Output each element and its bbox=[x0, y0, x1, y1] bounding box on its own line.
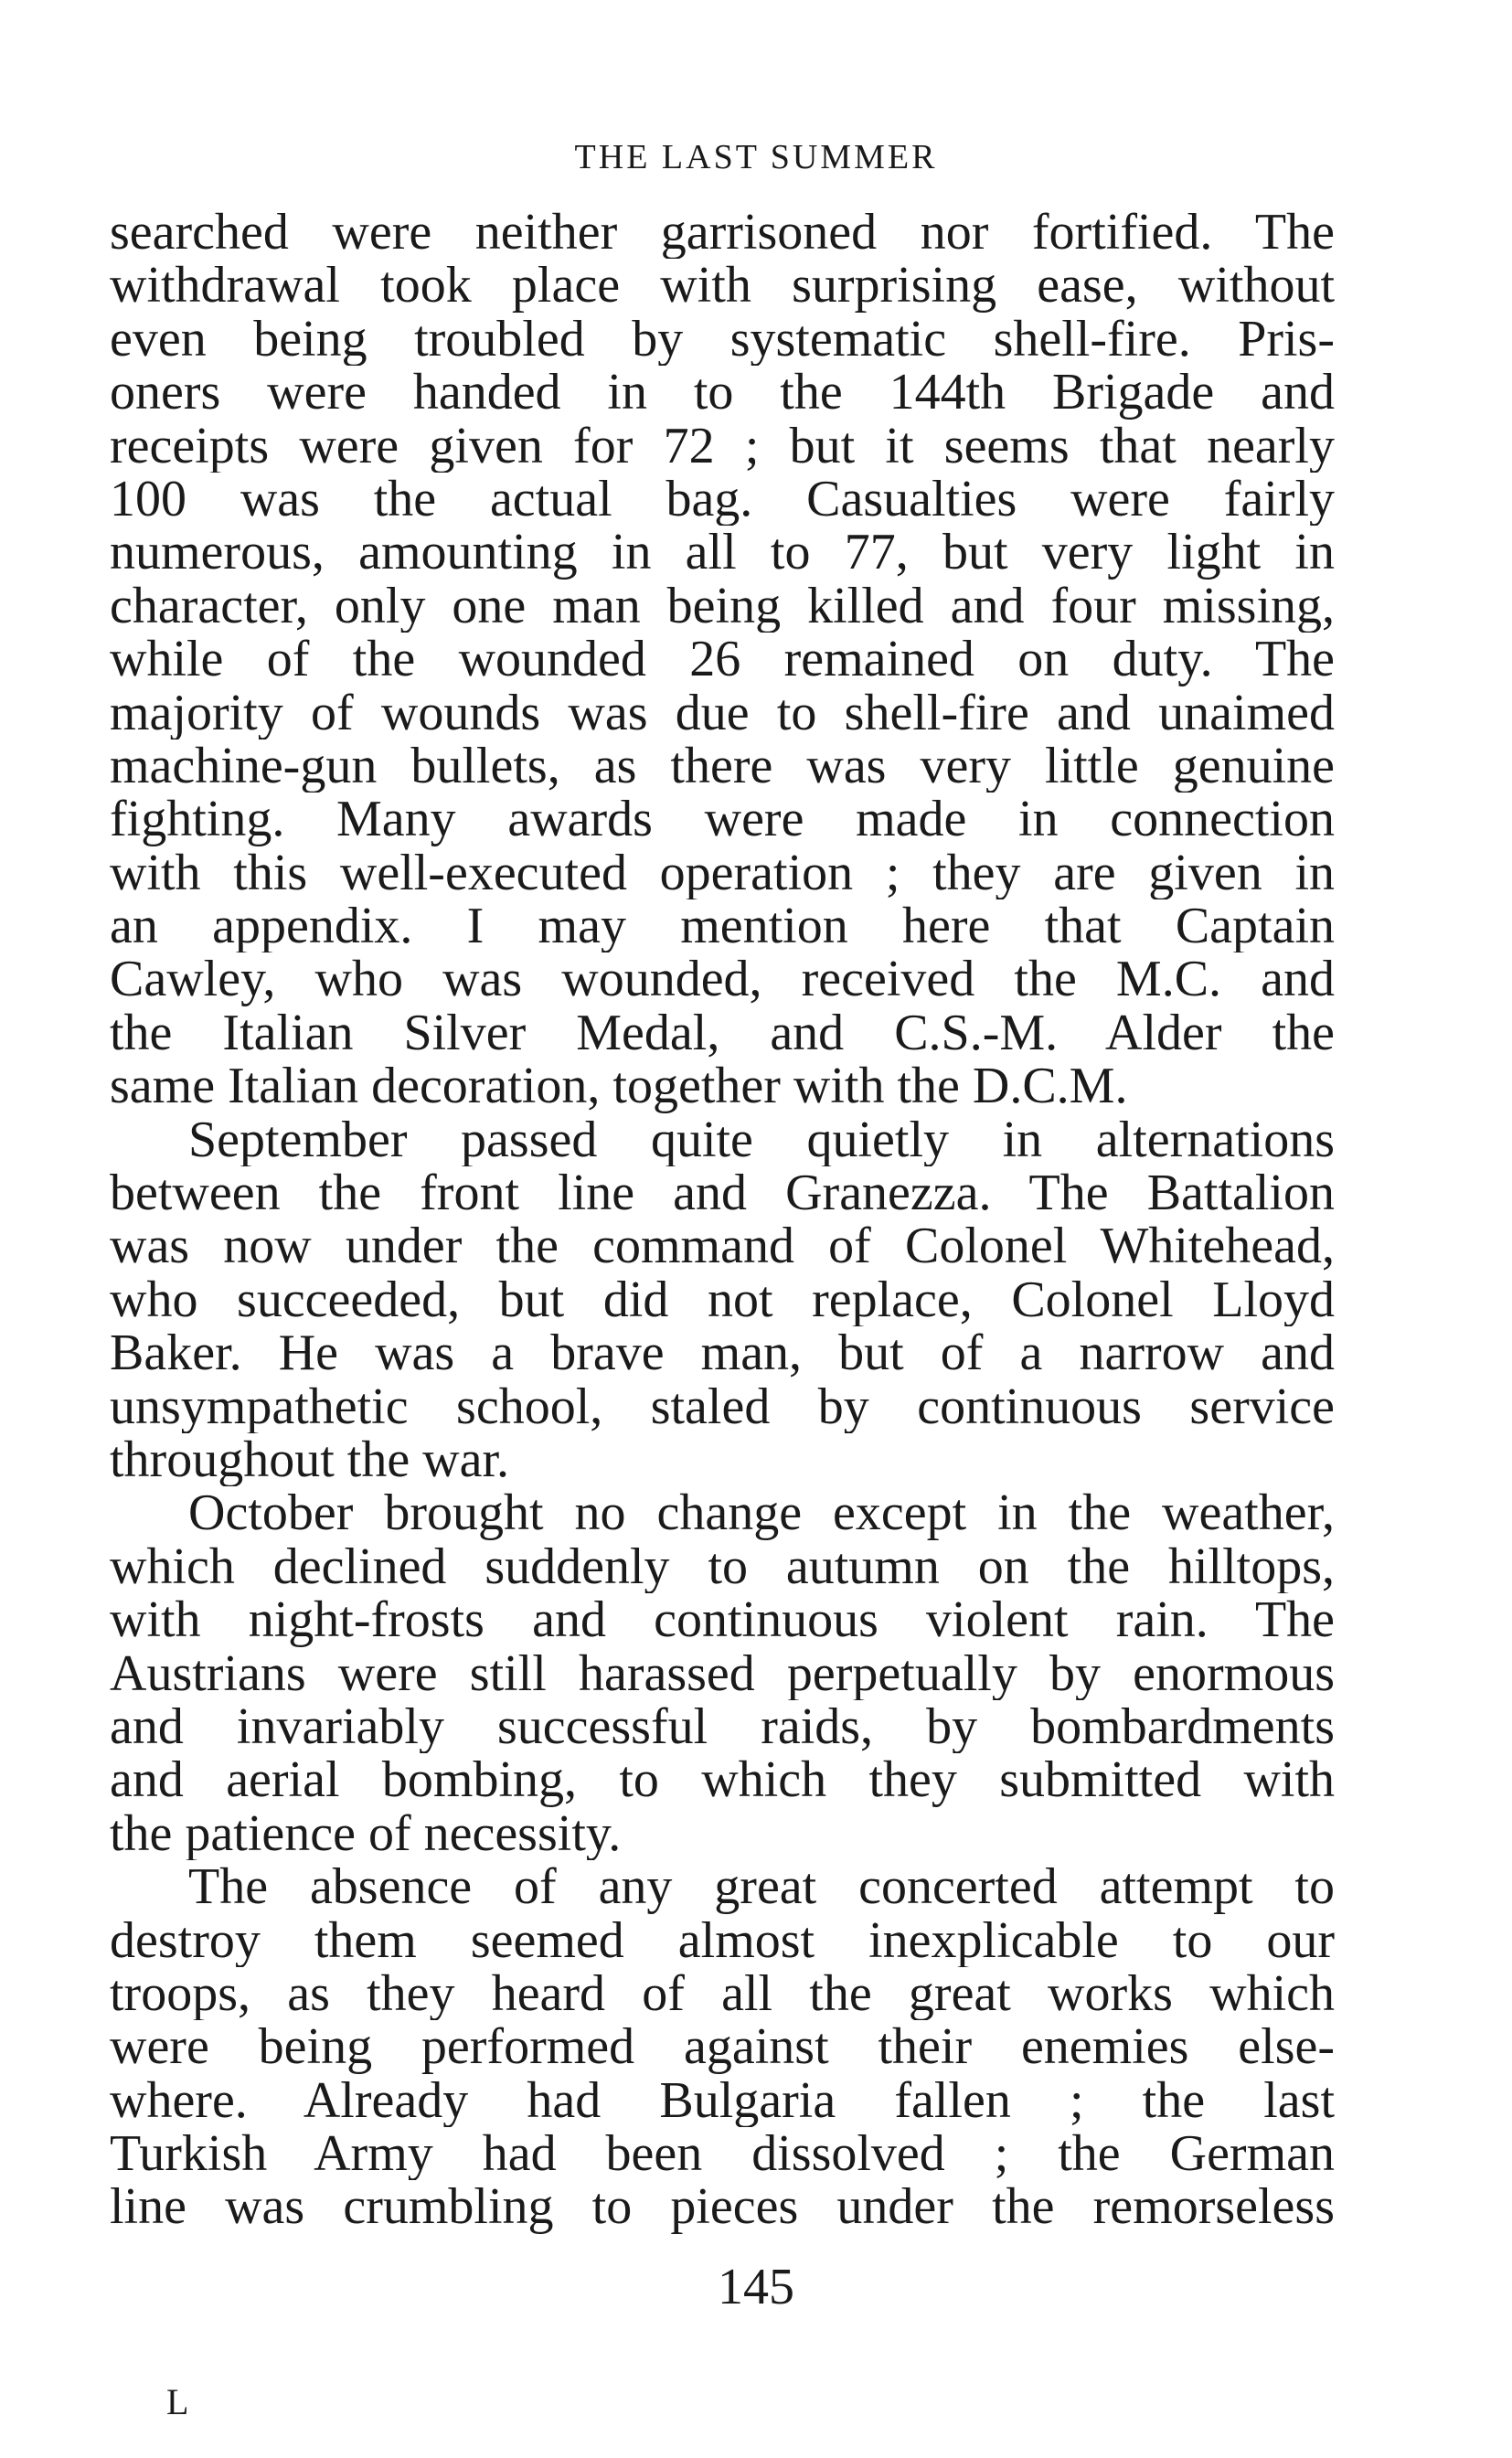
text-line: receipts were given for 72 ; but it seems that nearly bbox=[110, 419, 1335, 473]
text-line: the Italian Silver Medal, and C.S.-M. Alder the bbox=[110, 1006, 1335, 1060]
text-line: with night-frosts and continuous violent rain. The bbox=[110, 1593, 1335, 1647]
text-line: machine-gun bullets, as there was very little genuine bbox=[110, 739, 1335, 793]
text-line: between the front line and Granezza. The Battalion bbox=[110, 1166, 1335, 1220]
text-line: and invariably successful raids, by bombardments bbox=[110, 1699, 1335, 1754]
text-line: Turkish Army had been dissolved ; the German bbox=[110, 2127, 1335, 2181]
text-line: who succeeded, but did not replace, Colonel Lloyd bbox=[110, 1272, 1335, 1327]
text-line: destroy them seemed almost inexplicable to our bbox=[110, 1913, 1335, 1967]
text-line: majority of wounds was due to shell-fire and unaimed bbox=[110, 686, 1335, 740]
text-line: October brought no change except in the weather, bbox=[188, 1486, 1335, 1540]
text-line: where. Already had Bulgaria fallen ; the last bbox=[110, 2073, 1335, 2128]
text-line: were being performed against their enemies else- bbox=[110, 2020, 1335, 2074]
text-line: was now under the command of Colonel Whitehead, bbox=[110, 1219, 1335, 1273]
signature-mark: L bbox=[166, 2381, 189, 2422]
body-text bbox=[110, 206, 1335, 2234]
text-line: Baker. He was a brave man, but of a narrow and bbox=[110, 1326, 1335, 1380]
text-line: September passed quite quietly in alternations bbox=[188, 1112, 1335, 1167]
text-line: throughout the war. bbox=[110, 1432, 510, 1487]
text-line: searched were neither garrisoned nor fortified. The bbox=[110, 206, 1335, 260]
page-number: 145 bbox=[718, 2259, 794, 2315]
running-head: THE LAST SUMMER bbox=[574, 138, 938, 176]
text-line: an appendix. I may mention here that Captain bbox=[110, 899, 1335, 953]
text-line: while of the wounded 26 remained on duty. The bbox=[110, 633, 1335, 686]
text-line: which declined suddenly to autumn on the hilltops, bbox=[110, 1539, 1335, 1594]
text-line: line was crumbling to pieces under the remorseless bbox=[110, 2180, 1335, 2234]
text-line: with this well-executed operation ; they are given in bbox=[110, 846, 1335, 900]
text-line: the patience of necessity. bbox=[110, 1806, 622, 1861]
text-line: same Italian decoration, together with the D.C.M. bbox=[110, 1059, 1128, 1113]
text-line: The absence of any great concerted attempt to bbox=[188, 1860, 1335, 1914]
text-line: withdrawal took place with surprising ease, without bbox=[110, 259, 1335, 313]
text-line: numerous, amounting in all to 77, but very light in bbox=[110, 526, 1335, 580]
text-line: Cawley, who was wounded, received the M.C. and bbox=[110, 952, 1335, 1006]
text-line: unsympathetic school, staled by continuous service bbox=[110, 1379, 1335, 1433]
text-line: character, only one man being killed and four missing, bbox=[110, 579, 1335, 633]
text-line: and aerial bombing, to which they submitted with bbox=[110, 1753, 1335, 1807]
text-line: oners were handed in to the 144th Brigade and bbox=[110, 366, 1335, 420]
text-line: troops, as they heard of all the great works which bbox=[110, 1966, 1335, 2021]
text-line: 100 was the actual bag. Casualties were fairly bbox=[110, 472, 1335, 527]
text-line: fighting. Many awards were made in connection bbox=[110, 793, 1335, 846]
text-line: Austrians were still harassed perpetually by enormous bbox=[110, 1646, 1335, 1700]
text-line: even being troubled by systematic shell-fire. Pris- bbox=[110, 312, 1335, 367]
